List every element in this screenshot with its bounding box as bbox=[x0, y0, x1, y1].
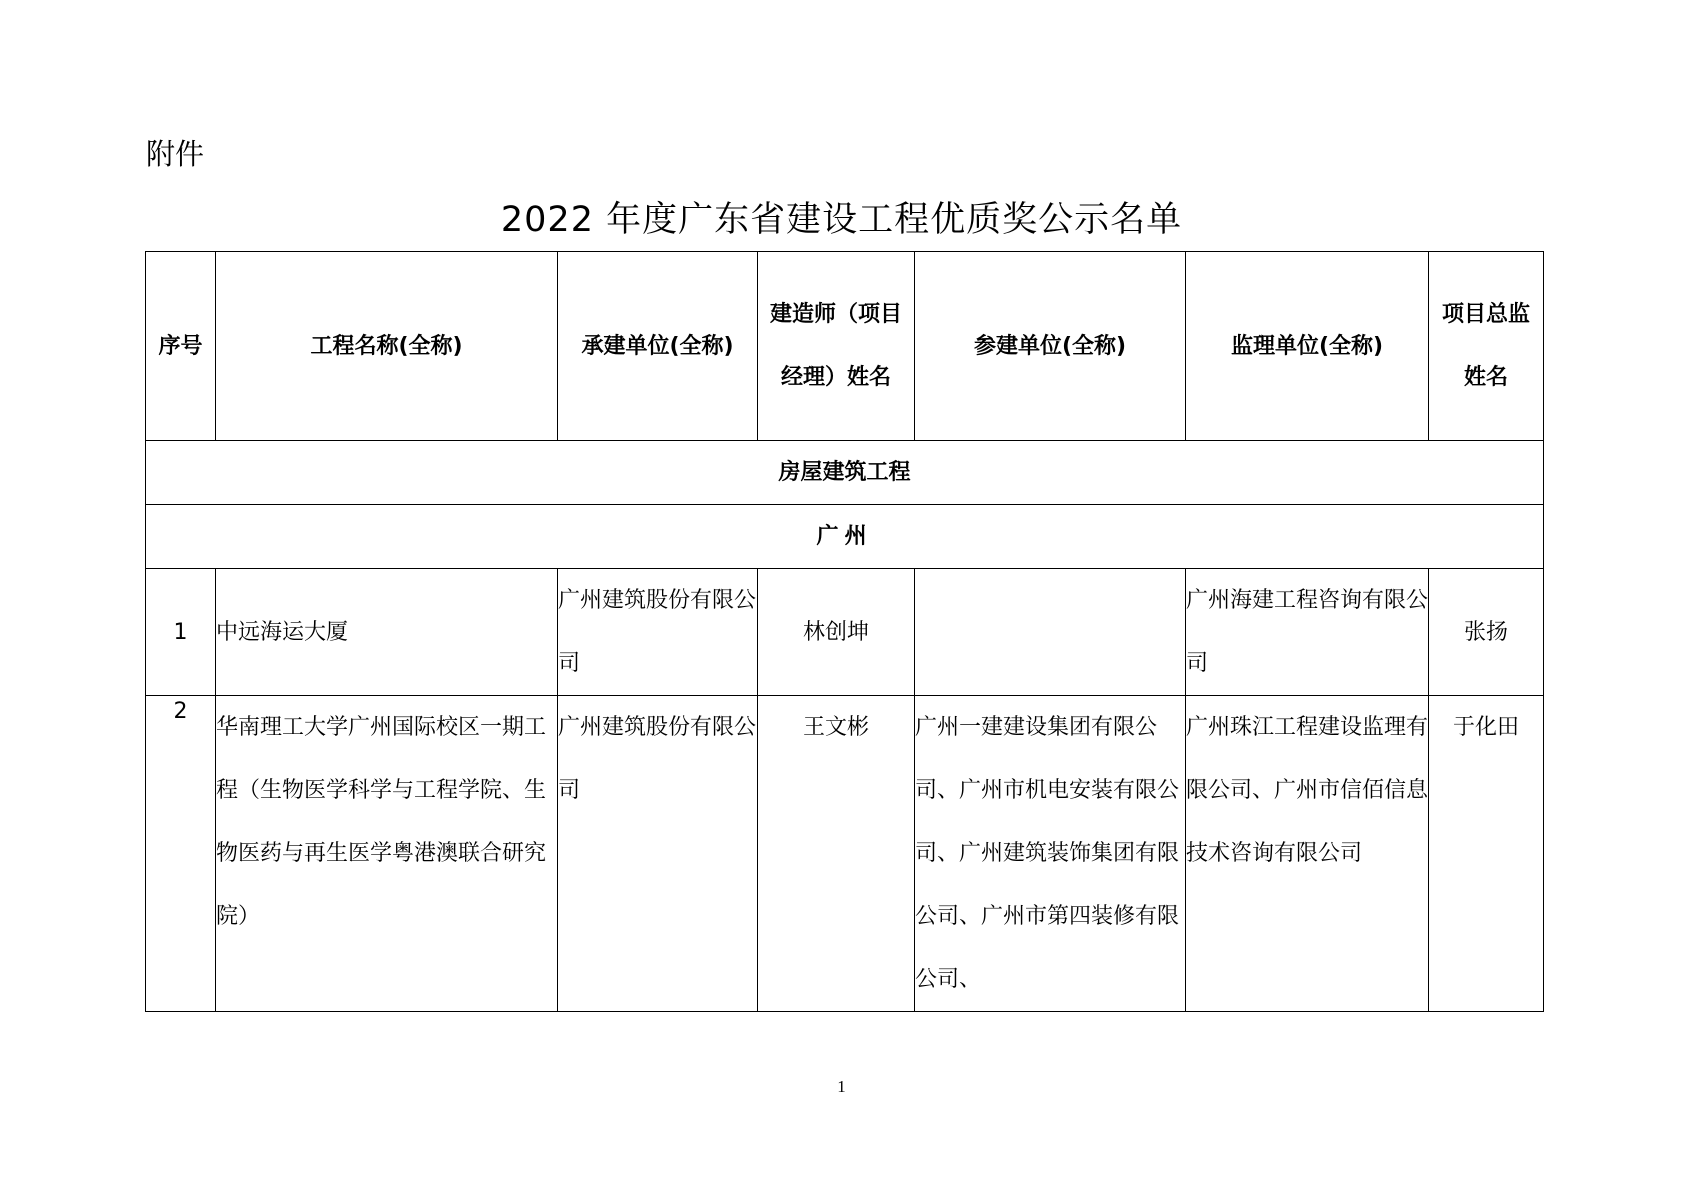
header-chief-supervisor: 项目总监姓名 bbox=[1429, 252, 1544, 441]
header-index: 序号 bbox=[146, 252, 216, 441]
section-title: 房屋建筑工程 bbox=[146, 441, 1544, 505]
header-project-name: 工程名称(全称) bbox=[216, 252, 558, 441]
row-index: 2 bbox=[146, 696, 216, 1012]
row-contractor: 广州建筑股份有限公司 bbox=[558, 569, 758, 696]
row-manager: 王文彬 bbox=[758, 696, 915, 1012]
document-title: 2022 年度广东省建设工程优质奖公示名单 bbox=[500, 200, 1183, 240]
award-list-table bbox=[145, 251, 1544, 1012]
row-chief-supervisor: 张扬 bbox=[1429, 569, 1544, 696]
header-manager: 建造师（项目经理）姓名 bbox=[758, 252, 915, 441]
city-title: 广州 bbox=[146, 505, 1544, 569]
attachment-label: 附件 bbox=[146, 137, 205, 171]
page-number: 1 bbox=[837, 1077, 846, 1096]
row-project-name: 华南理工大学广州国际校区一期工程（生物医学科学与工程学院、生物医药与再生医学粤港澳联合研究院） bbox=[216, 696, 558, 1012]
city-row bbox=[146, 505, 1544, 569]
row-participants bbox=[915, 569, 1186, 696]
table-row bbox=[146, 569, 1544, 696]
row-contractor: 广州建筑股份有限公司 bbox=[558, 696, 758, 1012]
header-contractor: 承建单位(全称) bbox=[558, 252, 758, 441]
table-row bbox=[146, 696, 1544, 1012]
header-participants: 参建单位(全称) bbox=[915, 252, 1186, 441]
row-participants: 广州一建建设集团有限公司、广州市机电安装有限公司、广州建筑装饰集团有限公司、广州市第四装修有限公司、 bbox=[915, 696, 1186, 1012]
row-index: 1 bbox=[146, 569, 216, 696]
row-manager: 林创坤 bbox=[758, 569, 915, 696]
row-project-name: 中远海运大厦 bbox=[216, 569, 558, 696]
row-supervisor: 广州海建工程咨询有限公司 bbox=[1186, 569, 1429, 696]
section-row bbox=[146, 441, 1544, 505]
row-supervisor: 广州珠江工程建设监理有限公司、广州市信佰信息技术咨询有限公司 bbox=[1186, 696, 1429, 1012]
header-supervisor: 监理单位(全称) bbox=[1186, 252, 1429, 441]
row-chief-supervisor: 于化田 bbox=[1429, 696, 1544, 1012]
table-header-row bbox=[146, 252, 1544, 441]
